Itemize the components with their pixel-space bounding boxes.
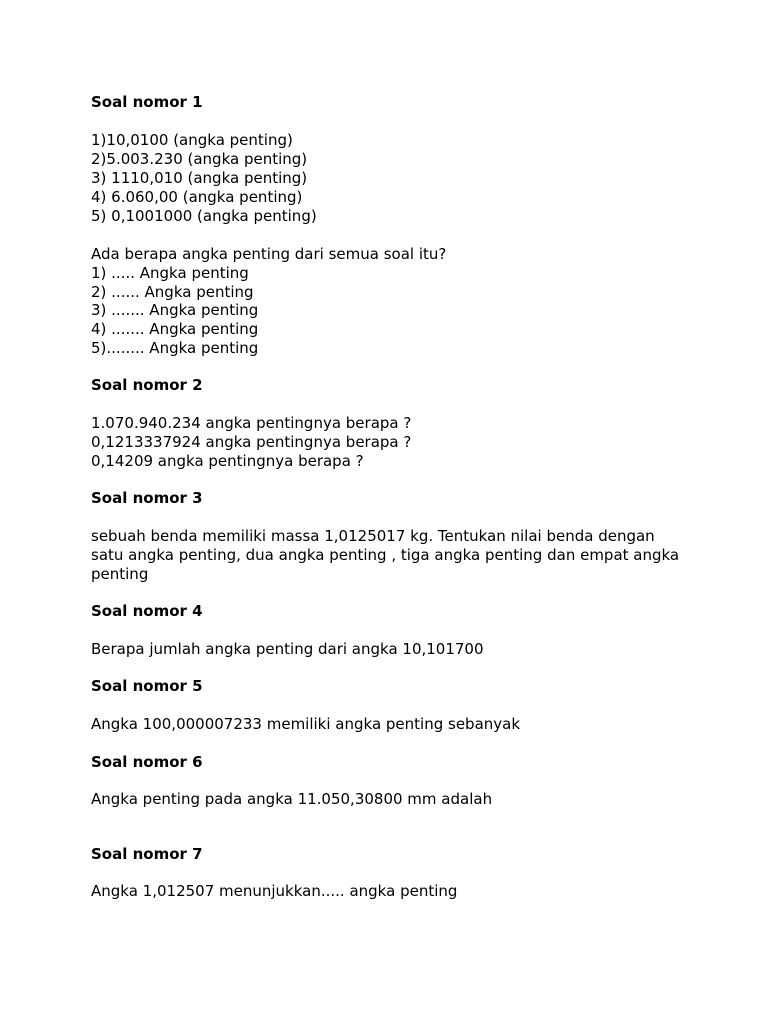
section-2-question-3: 0,14209 angka pentingnya berapa ? [91,452,364,470]
section-1-answer-4: 4) ....... Angka penting [91,320,259,338]
section-2-heading: Soal nomor 2 [91,376,203,394]
section-1-question-2: 2)5.003.230 (angka penting) [91,150,308,168]
section-3-heading: Soal nomor 3 [91,489,203,507]
section-6-text: Angka penting pada angka 11.050,30800 mm adalah [91,790,493,808]
section-1-answer-5: 5)........ Angka penting [91,339,259,357]
section-1-answer-2: 2) ...... Angka penting [91,283,254,301]
section-7-text: Angka 1,012507 menunjukkan..... angka penting [91,882,458,900]
section-1-answer-1: 1) ..... Angka penting [91,264,249,282]
section-1-question-3: 3) 1110,010 (angka penting) [91,169,308,187]
section-4-heading: Soal nomor 4 [91,602,203,620]
section-1-heading: Soal nomor 1 [91,93,203,111]
section-2-question-2: 0,1213337924 angka pentingnya berapa ? [91,433,412,451]
section-2-question-1: 1.070.940.234 angka pentingnya berapa ? [91,414,412,432]
section-5-heading: Soal nomor 5 [91,677,203,695]
section-5-text: Angka 100,000007233 memiliki angka penting sebanyak [91,715,521,733]
section-1-question-5: 5) 0,1001000 (angka penting) [91,207,317,225]
section-3-text: sebuah benda memiliki massa 1,0125017 kg. Tentukan nilai benda dengan satu angka penting, dua angka penting , tiga angka penting dan empat angka penting [91,527,680,583]
section-1-question-4: 4) 6.060,00 (angka penting) [91,188,303,206]
section-1-question-1: 1)10,0100 (angka penting) [91,131,293,149]
section-6-heading: Soal nomor 6 [91,753,203,771]
section-4-text: Berapa jumlah angka penting dari angka 10,101700 [91,640,484,658]
section-7-heading: Soal nomor 7 [91,845,203,863]
section-1-answer-3: 3) ....... Angka penting [91,301,259,319]
section-1-prompt: Ada berapa angka penting dari semua soal itu? [91,245,447,263]
